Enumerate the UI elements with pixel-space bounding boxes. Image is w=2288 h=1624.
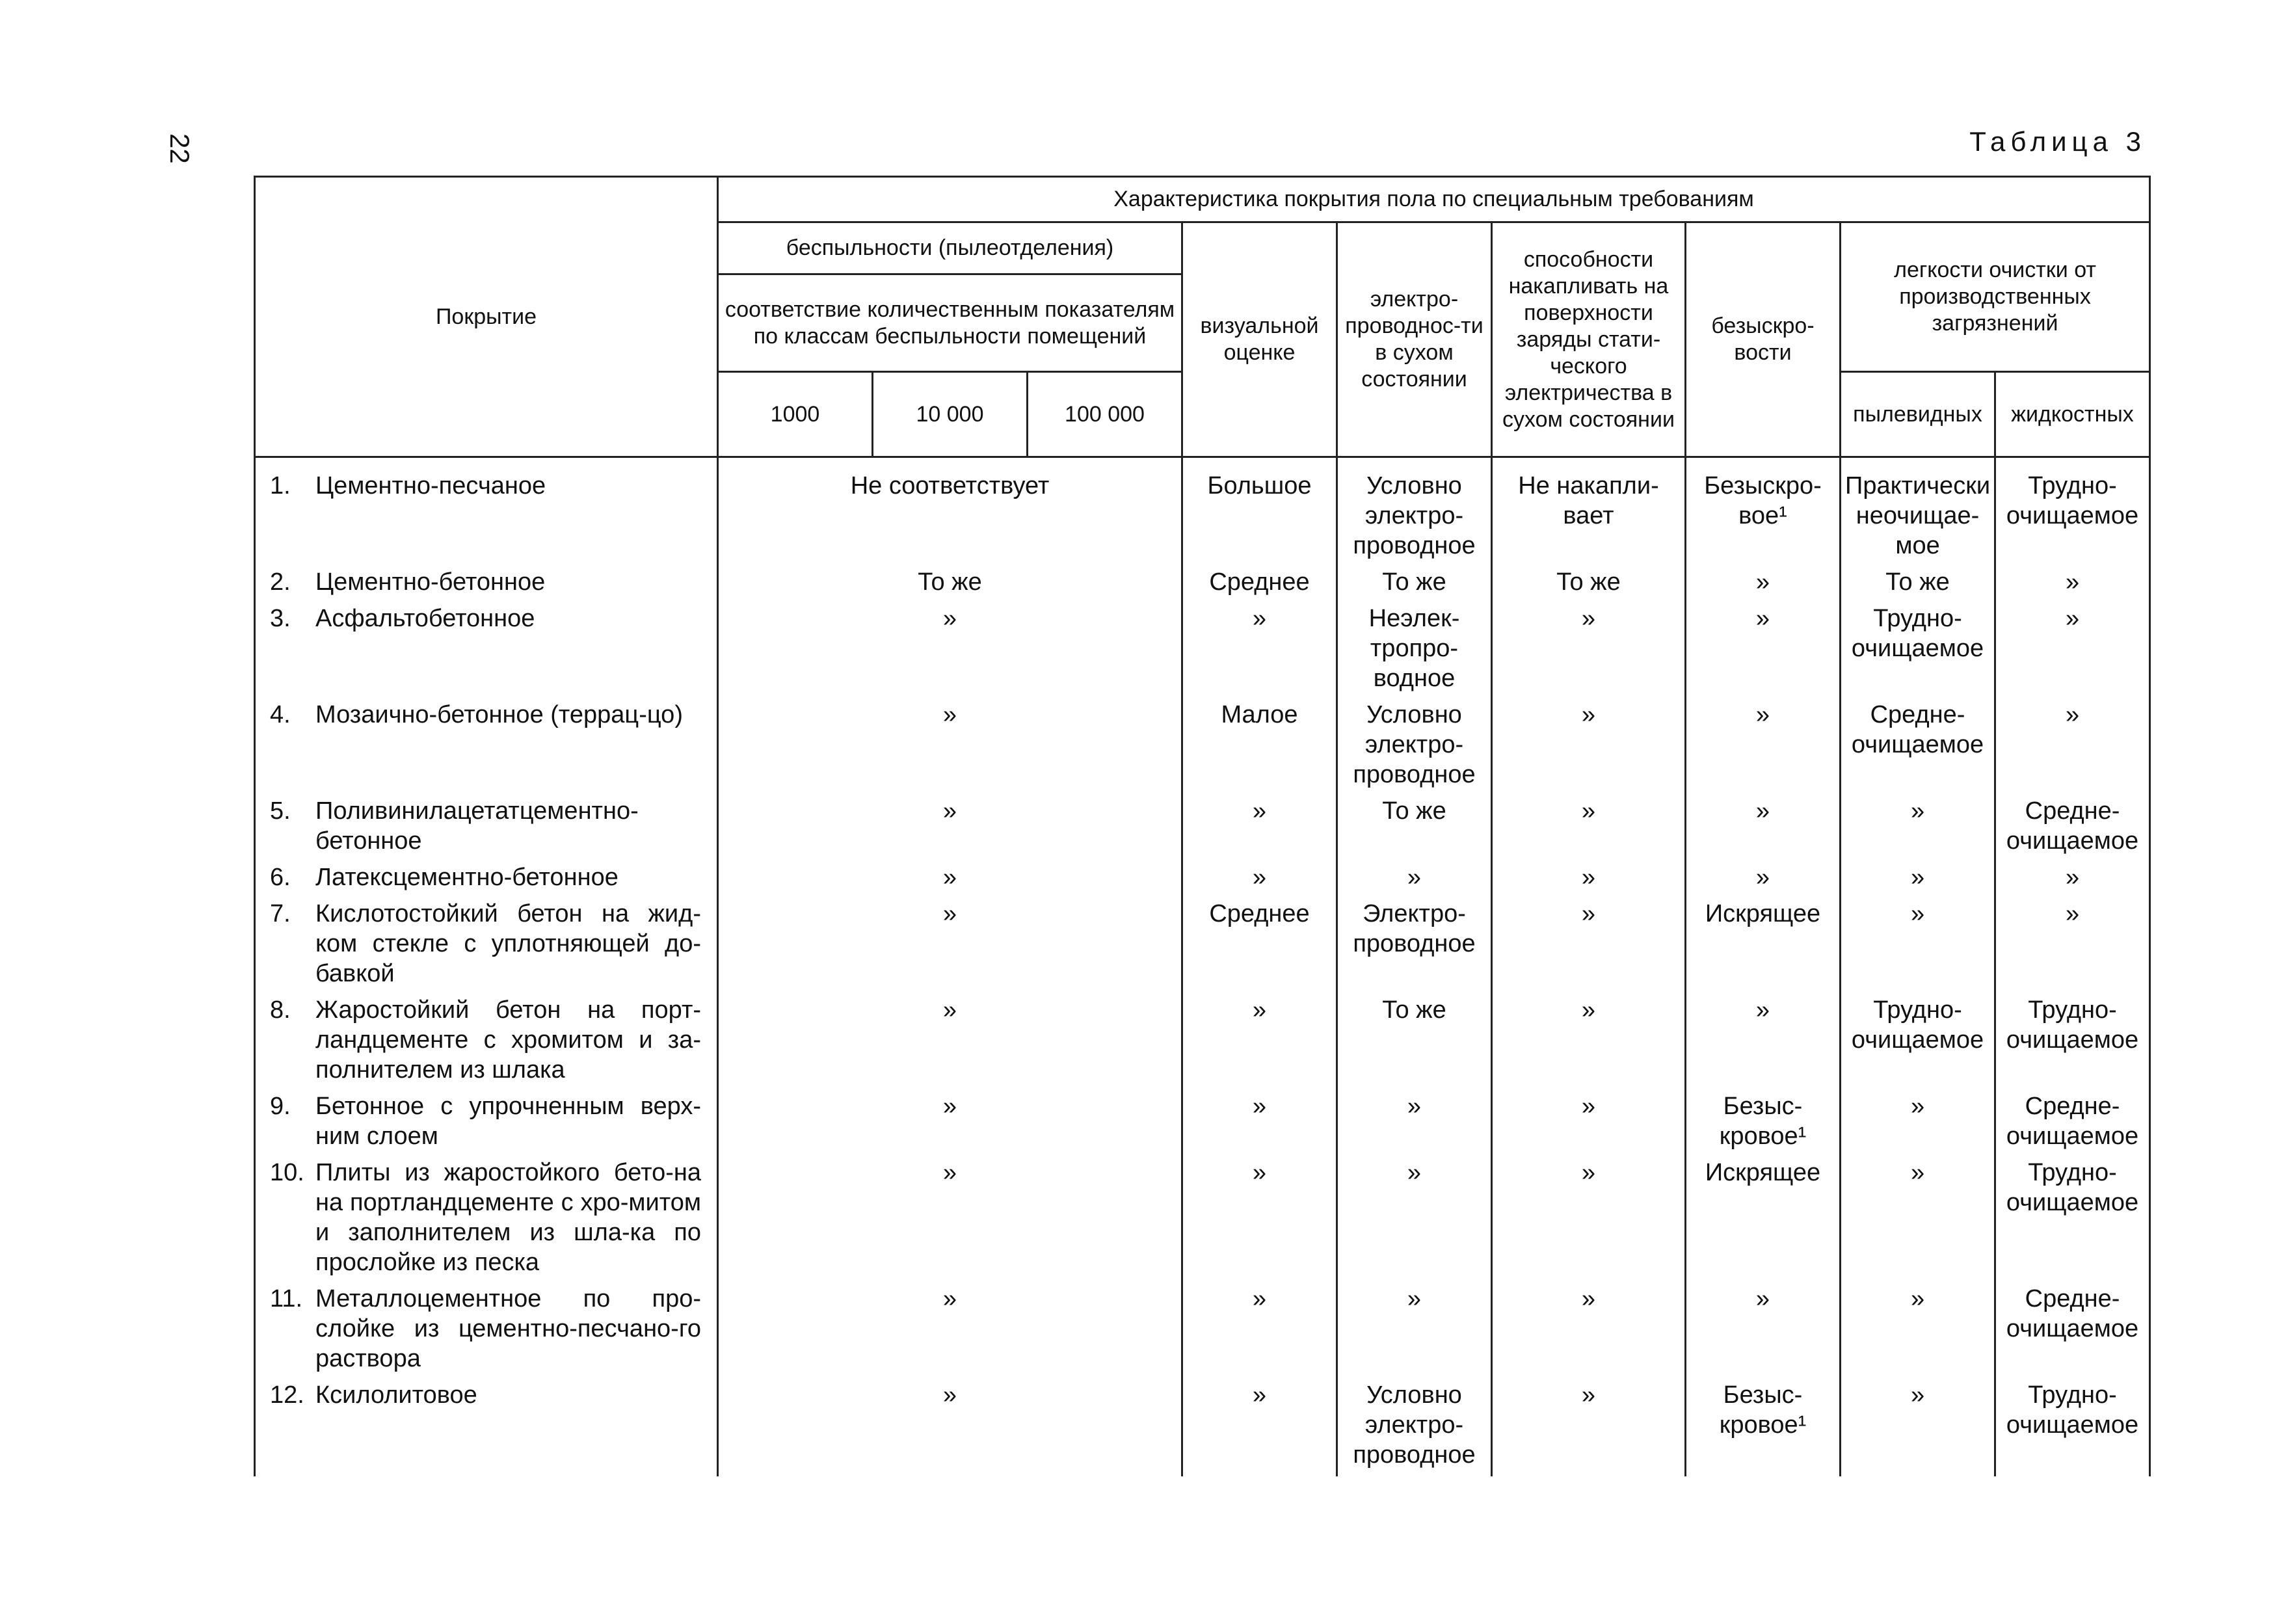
header-visual: визуальной оценке [1182, 222, 1337, 457]
static-cell: Не накапли-вает [1492, 457, 1686, 568]
dust-cleaning-cell: Средне-очищаемое [1841, 700, 1995, 796]
coating-name-cell [255, 995, 718, 1091]
table-caption: Таблица 3 [1969, 126, 2146, 157]
conductivity-cell: Электро-проводное [1337, 899, 1492, 995]
visual-cell: Малое [1182, 700, 1337, 796]
coating-name-cell [255, 862, 718, 899]
static-cell: » [1492, 604, 1686, 700]
spark-cell: Безыс-кровое¹ [1686, 1091, 1841, 1158]
visual-cell: » [1182, 796, 1337, 862]
dust-cleaning-cell: » [1841, 1091, 1995, 1158]
header-coating: Покрытие [255, 177, 718, 457]
dust-class-cell: Не соответствует [718, 457, 1182, 568]
visual-cell: » [1182, 1380, 1337, 1476]
table-row [255, 862, 2150, 899]
conductivity-cell: То же [1337, 567, 1492, 604]
coating-name-cell [255, 1284, 718, 1380]
coating-name: Жаростойкий бетон на порт-ландцементе с хромитом и за-полнителем из шлака [315, 996, 701, 1084]
header-liquid: жидкостных [1995, 372, 2150, 457]
static-cell: » [1492, 1284, 1686, 1380]
spark-cell: » [1686, 862, 1841, 899]
table-row [255, 700, 2150, 796]
table-row [255, 604, 2150, 700]
table-row [255, 899, 2150, 995]
dust-cleaning-cell: Трудно-очищаемое [1841, 995, 1995, 1091]
spark-cell: Искрящее [1686, 899, 1841, 995]
coating-name: Ксилолитовое [315, 1381, 477, 1409]
coating-name: Кислотостойкий бетон на жид-ком стекле с уплотняющей до-бавкой [315, 900, 701, 987]
static-cell: » [1492, 862, 1686, 899]
spark-cell: » [1686, 567, 1841, 604]
header-dust-like: пылевидных [1841, 372, 1995, 457]
table-row [255, 567, 2150, 604]
dust-cleaning-cell: » [1841, 899, 1995, 995]
coating-name-cell [255, 604, 718, 700]
liquid-cleaning-cell: Средне-очищаемое [1995, 1284, 2150, 1380]
conductivity-cell: Условно электро-проводное [1337, 1380, 1492, 1476]
row-number: 12. [270, 1381, 304, 1409]
row-number: 10. [270, 1159, 304, 1186]
liquid-cleaning-cell: » [1995, 862, 2150, 899]
spark-cell: » [1686, 796, 1841, 862]
header-class-1000: 1000 [718, 372, 873, 457]
liquid-cleaning-cell: » [1995, 899, 2150, 995]
coating-name-cell [255, 457, 718, 568]
header-characteristic: Характеристика покрытия пола по специальным требованиям [718, 177, 2150, 222]
coating-name: Латексцементно-бетонное [315, 864, 619, 891]
conductivity-cell: Условно электро-проводное [1337, 700, 1492, 796]
spark-cell: Безыс-кровое¹ [1686, 1380, 1841, 1476]
dust-cleaning-cell: Трудно-очищаемое [1841, 604, 1995, 700]
visual-cell: » [1182, 862, 1337, 899]
dust-class-cell: » [718, 1380, 1182, 1476]
floor-coating-table [254, 176, 2151, 1476]
dust-cleaning-cell: » [1841, 1284, 1995, 1380]
header-conductivity: электро-проводнос-ти в сухом состоянии [1337, 222, 1492, 457]
coating-name-cell [255, 1380, 718, 1476]
dust-class-cell: » [718, 700, 1182, 796]
coating-name-cell [255, 1091, 718, 1158]
dust-class-cell: » [718, 1158, 1182, 1284]
table-row [255, 457, 2150, 568]
static-cell: » [1492, 1380, 1686, 1476]
liquid-cleaning-cell: Средне-очищаемое [1995, 796, 2150, 862]
coating-name: Асфальтобетонное [315, 605, 535, 632]
table-row [255, 1380, 2150, 1476]
conductivity-cell: » [1337, 1284, 1492, 1380]
dust-class-cell: » [718, 1091, 1182, 1158]
page-number: 22 [165, 133, 195, 164]
conductivity-cell: » [1337, 862, 1492, 899]
static-cell: » [1492, 899, 1686, 995]
visual-cell: Среднее [1182, 899, 1337, 995]
coating-name-cell [255, 1158, 718, 1284]
conductivity-cell: » [1337, 1158, 1492, 1284]
table-body [255, 457, 2150, 1477]
coating-name-cell [255, 796, 718, 862]
header-cleaning: легкости очистки от производственных загрязнений [1841, 222, 2150, 372]
conductivity-cell: То же [1337, 995, 1492, 1091]
dust-cleaning-cell: Практически неочищае-мое [1841, 457, 1995, 568]
visual-cell: » [1182, 1091, 1337, 1158]
dust-cleaning-cell: » [1841, 1158, 1995, 1284]
dust-cleaning-cell: » [1841, 796, 1995, 862]
static-cell: То же [1492, 567, 1686, 604]
row-number: 11. [270, 1285, 303, 1312]
table-row [255, 1158, 2150, 1284]
static-cell: » [1492, 796, 1686, 862]
liquid-cleaning-cell: Средне-очищаемое [1995, 1091, 2150, 1158]
liquid-cleaning-cell: » [1995, 700, 2150, 796]
static-cell: » [1492, 995, 1686, 1091]
visual-cell: » [1182, 995, 1337, 1091]
row-number: 6. [270, 864, 291, 891]
spark-cell: » [1686, 1284, 1841, 1380]
liquid-cleaning-cell: » [1995, 567, 2150, 604]
dust-cleaning-cell: » [1841, 1380, 1995, 1476]
table-row [255, 995, 2150, 1091]
static-cell: » [1492, 1158, 1686, 1284]
dust-cleaning-cell: То же [1841, 567, 1995, 604]
conductivity-cell: То же [1337, 796, 1492, 862]
spark-cell: » [1686, 700, 1841, 796]
row-number: 3. [270, 605, 291, 632]
spark-cell: » [1686, 995, 1841, 1091]
coating-name-cell [255, 700, 718, 796]
coating-name: Цементно-бетонное [315, 568, 546, 596]
coating-name: Плиты из жаростойкого бето-на на портландцементе с хро-митом и заполнителем из шла-ка по прослойке из песка [315, 1159, 701, 1276]
row-number: 9. [270, 1093, 291, 1120]
liquid-cleaning-cell: Трудно-очищаемое [1995, 995, 2150, 1091]
coating-name: Цементно-песчаное [315, 472, 546, 499]
row-number: 8. [270, 996, 291, 1024]
row-number: 4. [270, 701, 291, 728]
conductivity-cell: Неэлек-тропро-водное [1337, 604, 1492, 700]
visual-cell: Большое [1182, 457, 1337, 568]
header-class-100000: 100 000 [1028, 372, 1182, 457]
dust-cleaning-cell: » [1841, 862, 1995, 899]
header-spark: безыскро-вости [1686, 222, 1841, 457]
header-dustless-sub: соответствие количественным показателям по классам беспыльности помещений [718, 274, 1182, 372]
dust-class-cell: » [718, 604, 1182, 700]
liquid-cleaning-cell: » [1995, 604, 2150, 700]
spark-cell: Безыскро-вое¹ [1686, 457, 1841, 568]
coating-name-cell [255, 567, 718, 604]
dust-class-cell: » [718, 995, 1182, 1091]
coating-name: Поливинилацетатцементно-бетонное [315, 797, 639, 855]
dust-class-cell: То же [718, 567, 1182, 604]
table-row [255, 1284, 2150, 1380]
table-row [255, 796, 2150, 862]
visual-cell: Среднее [1182, 567, 1337, 604]
visual-cell: » [1182, 1284, 1337, 1380]
liquid-cleaning-cell: Трудно-очищаемое [1995, 1380, 2150, 1476]
coating-name-cell [255, 899, 718, 995]
coating-name: Мозаично-бетонное (террац-цо) [315, 701, 683, 728]
spark-cell: » [1686, 604, 1841, 700]
table-row [255, 1091, 2150, 1158]
static-cell: » [1492, 1091, 1686, 1158]
conductivity-cell: » [1337, 1091, 1492, 1158]
coating-name: Бетонное с упрочненным верх-ним слоем [315, 1093, 701, 1150]
visual-cell: » [1182, 604, 1337, 700]
conductivity-cell: Условно электро-проводное [1337, 457, 1492, 568]
row-number: 2. [270, 568, 291, 596]
spark-cell: Искрящее [1686, 1158, 1841, 1284]
visual-cell: » [1182, 1158, 1337, 1284]
dust-class-cell: » [718, 796, 1182, 862]
coating-name: Металлоцементное по про-слойке из цементно-песчано-го раствора [315, 1285, 701, 1372]
liquid-cleaning-cell: Трудно-очищаемое [1995, 457, 2150, 568]
dust-class-cell: » [718, 862, 1182, 899]
dust-class-cell: » [718, 1284, 1182, 1380]
row-number: 5. [270, 797, 291, 825]
header-static: способности накапливать на поверхности заряды стати-ческого электричества в сухом состоянии [1492, 222, 1686, 457]
liquid-cleaning-cell: Трудно-очищаемое [1995, 1158, 2150, 1284]
header-dustless: беспыльности (пылеотделения) [718, 222, 1182, 274]
dust-class-cell: » [718, 899, 1182, 995]
header-class-10000: 10 000 [873, 372, 1028, 457]
row-number: 7. [270, 900, 291, 927]
static-cell: » [1492, 700, 1686, 796]
row-number: 1. [270, 472, 291, 499]
